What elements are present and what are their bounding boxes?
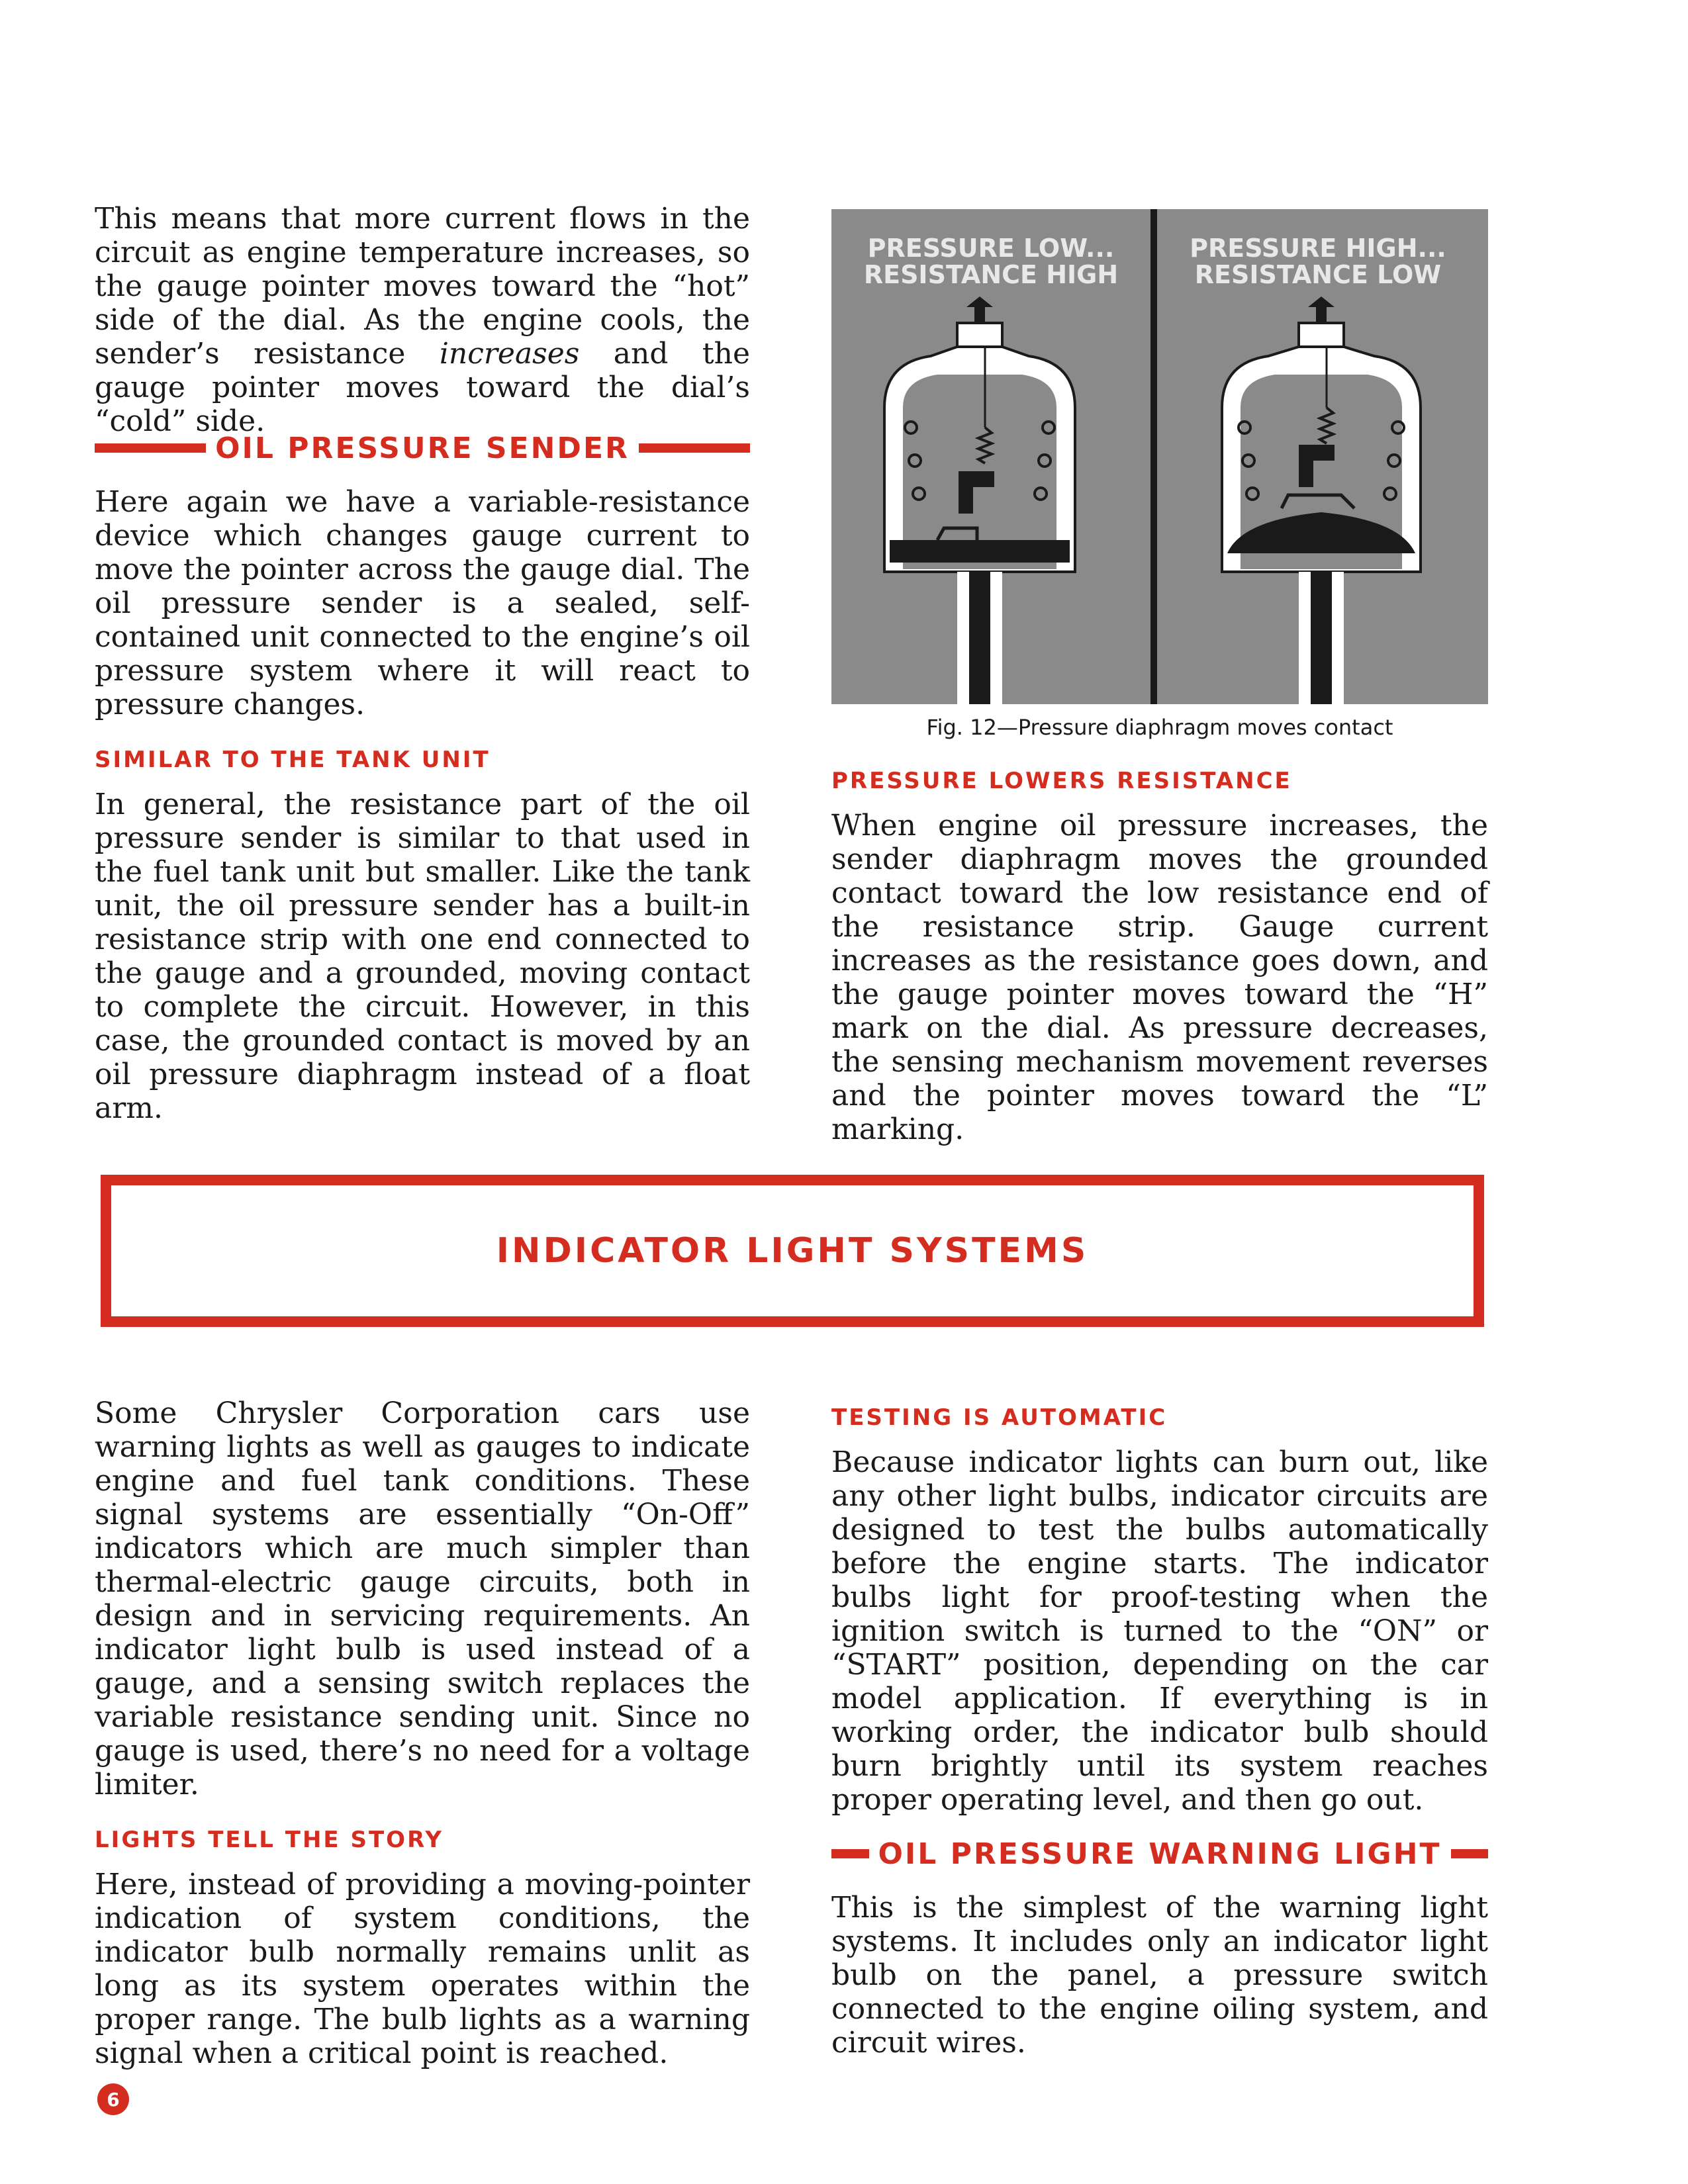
- page-number: 6: [97, 2083, 129, 2115]
- figure-label-right-1: PRESSURE HIGH...: [1190, 234, 1446, 263]
- paragraph-similar-tank: In general, the resistance part of the oil pressure sender is similar to that used in the fuel tank unit but smaller. Like the tank unit, the oil pressure sender has a built-in resistance strip with one end connected to the gauge and a grounded, moving contact to complete the circuit. However, in this case, the grounded contact is moved by an oil pressure diaphragm instead of a float arm.: [95, 788, 750, 1125]
- testing-automatic-heading: TESTING IS AUTOMATIC: [831, 1404, 1168, 1431]
- right-column-top: [831, 768, 1488, 1146]
- heading-rule-left: [95, 443, 206, 453]
- indicator-light-systems-banner: [101, 1175, 1484, 1327]
- banner-title: INDICATOR LIGHT SYSTEMS: [496, 1231, 1089, 1271]
- text-run: This means that more current flows in the circuit as engine temperature increases, so the gauge pointer moves toward the “hot” side of the dial. As the engine cools, the sender’s resistance: [95, 202, 750, 371]
- figure-label-left-2: RESISTANCE HIGH: [863, 260, 1119, 289]
- heading-label: OIL PRESSURE WARNING LIGHT: [878, 1837, 1442, 1871]
- paragraph-testing-automatic: Because indicator lights can burn out, like any other light bulbs, indicator circuits are designed to test the bulbs automatically before the engine starts. The indicator bulbs light for proof-testing when the ignition switch is turned to the “ON” or “START” position, depending on the car model application. If everything is in working order, the indicator bulb should burn brightly until its system reaches proper operating level, and then go out.: [831, 1445, 1488, 1817]
- heading-rule-left: [831, 1849, 869, 1858]
- paragraph-temperature: [95, 202, 750, 438]
- emphasis-increases: increases: [439, 337, 580, 371]
- figure-caption: Fig. 12—Pressure diaphragm moves contact: [926, 715, 1393, 740]
- lights-tell-story-heading: LIGHTS TELL THE STORY: [95, 1827, 444, 1853]
- figure-label-left-1: PRESSURE LOW...: [867, 234, 1115, 263]
- right-column-bottom: [831, 1404, 1488, 2060]
- paragraph-warning-light-system: This is the simplest of the warning light systems. It includes only an indicator light bulb on the panel, a pressure switch connected to the engine oiling system, and circuit wires.: [831, 1891, 1488, 2060]
- paragraph-lights-tell-story: Here, instead of providing a moving-pointer indication of system conditions, the indicator bulb normally remains unlit as long as its system operates within the proper range. The bulb lights as a warning signal when a critical point is reached.: [95, 1868, 750, 2070]
- pressure-diaphragm-figure: [831, 209, 1488, 704]
- paragraph-pressure-increases: When engine oil pressure increases, the sender diaphragm moves the grounded contact toward the low resistance end of the resistance strip. Gauge current increases as the resistance goes down, and the gauge pointer moves toward the “H” mark on the dial. As pressure decreases, the sensing mechanism movement reverses and the pointer moves toward the “L” marking.: [831, 809, 1488, 1146]
- pressure-lowers-resistance-heading: PRESSURE LOWERS RESISTANCE: [831, 768, 1292, 794]
- heading-rule-right: [639, 443, 750, 453]
- heading-label: OIL PRESSURE SENDER: [215, 431, 630, 465]
- text-run: and the gauge pointer moves toward the dial’s “cold” side.: [95, 337, 750, 438]
- figure-label-right-2: RESISTANCE LOW: [1194, 260, 1442, 289]
- paragraph-variable-resistance: Here again we have a variable-resistance device which changes gauge current to move the pointer across the gauge dial. The oil pressure sender is a sealed, self-contained unit connected to the engine’s oil pressure system where it will react to pressure changes.: [95, 485, 750, 721]
- left-column-top: [95, 202, 750, 1125]
- left-column-bottom: [95, 1396, 750, 2070]
- paragraph-chrysler-warning-lights: Some Chrysler Corporation cars use warning lights as well as gauges to indicate engine and fuel tank conditions. These signal systems are essentially “On-Off” indicators which are much simpler than thermal-electric gauge circuits, both in design and in servicing requirements. An indicator light bulb is used instead of a gauge, and a sensing switch replaces the variable resistance sending unit. Since no gauge is used, there’s no need for a voltage limiter.: [95, 1396, 750, 1801]
- similar-tank-unit-heading: SIMILAR TO THE TANK UNIT: [95, 747, 491, 773]
- oil-pressure-warning-light-heading: [831, 1835, 1488, 1872]
- heading-rule-right: [1451, 1849, 1489, 1858]
